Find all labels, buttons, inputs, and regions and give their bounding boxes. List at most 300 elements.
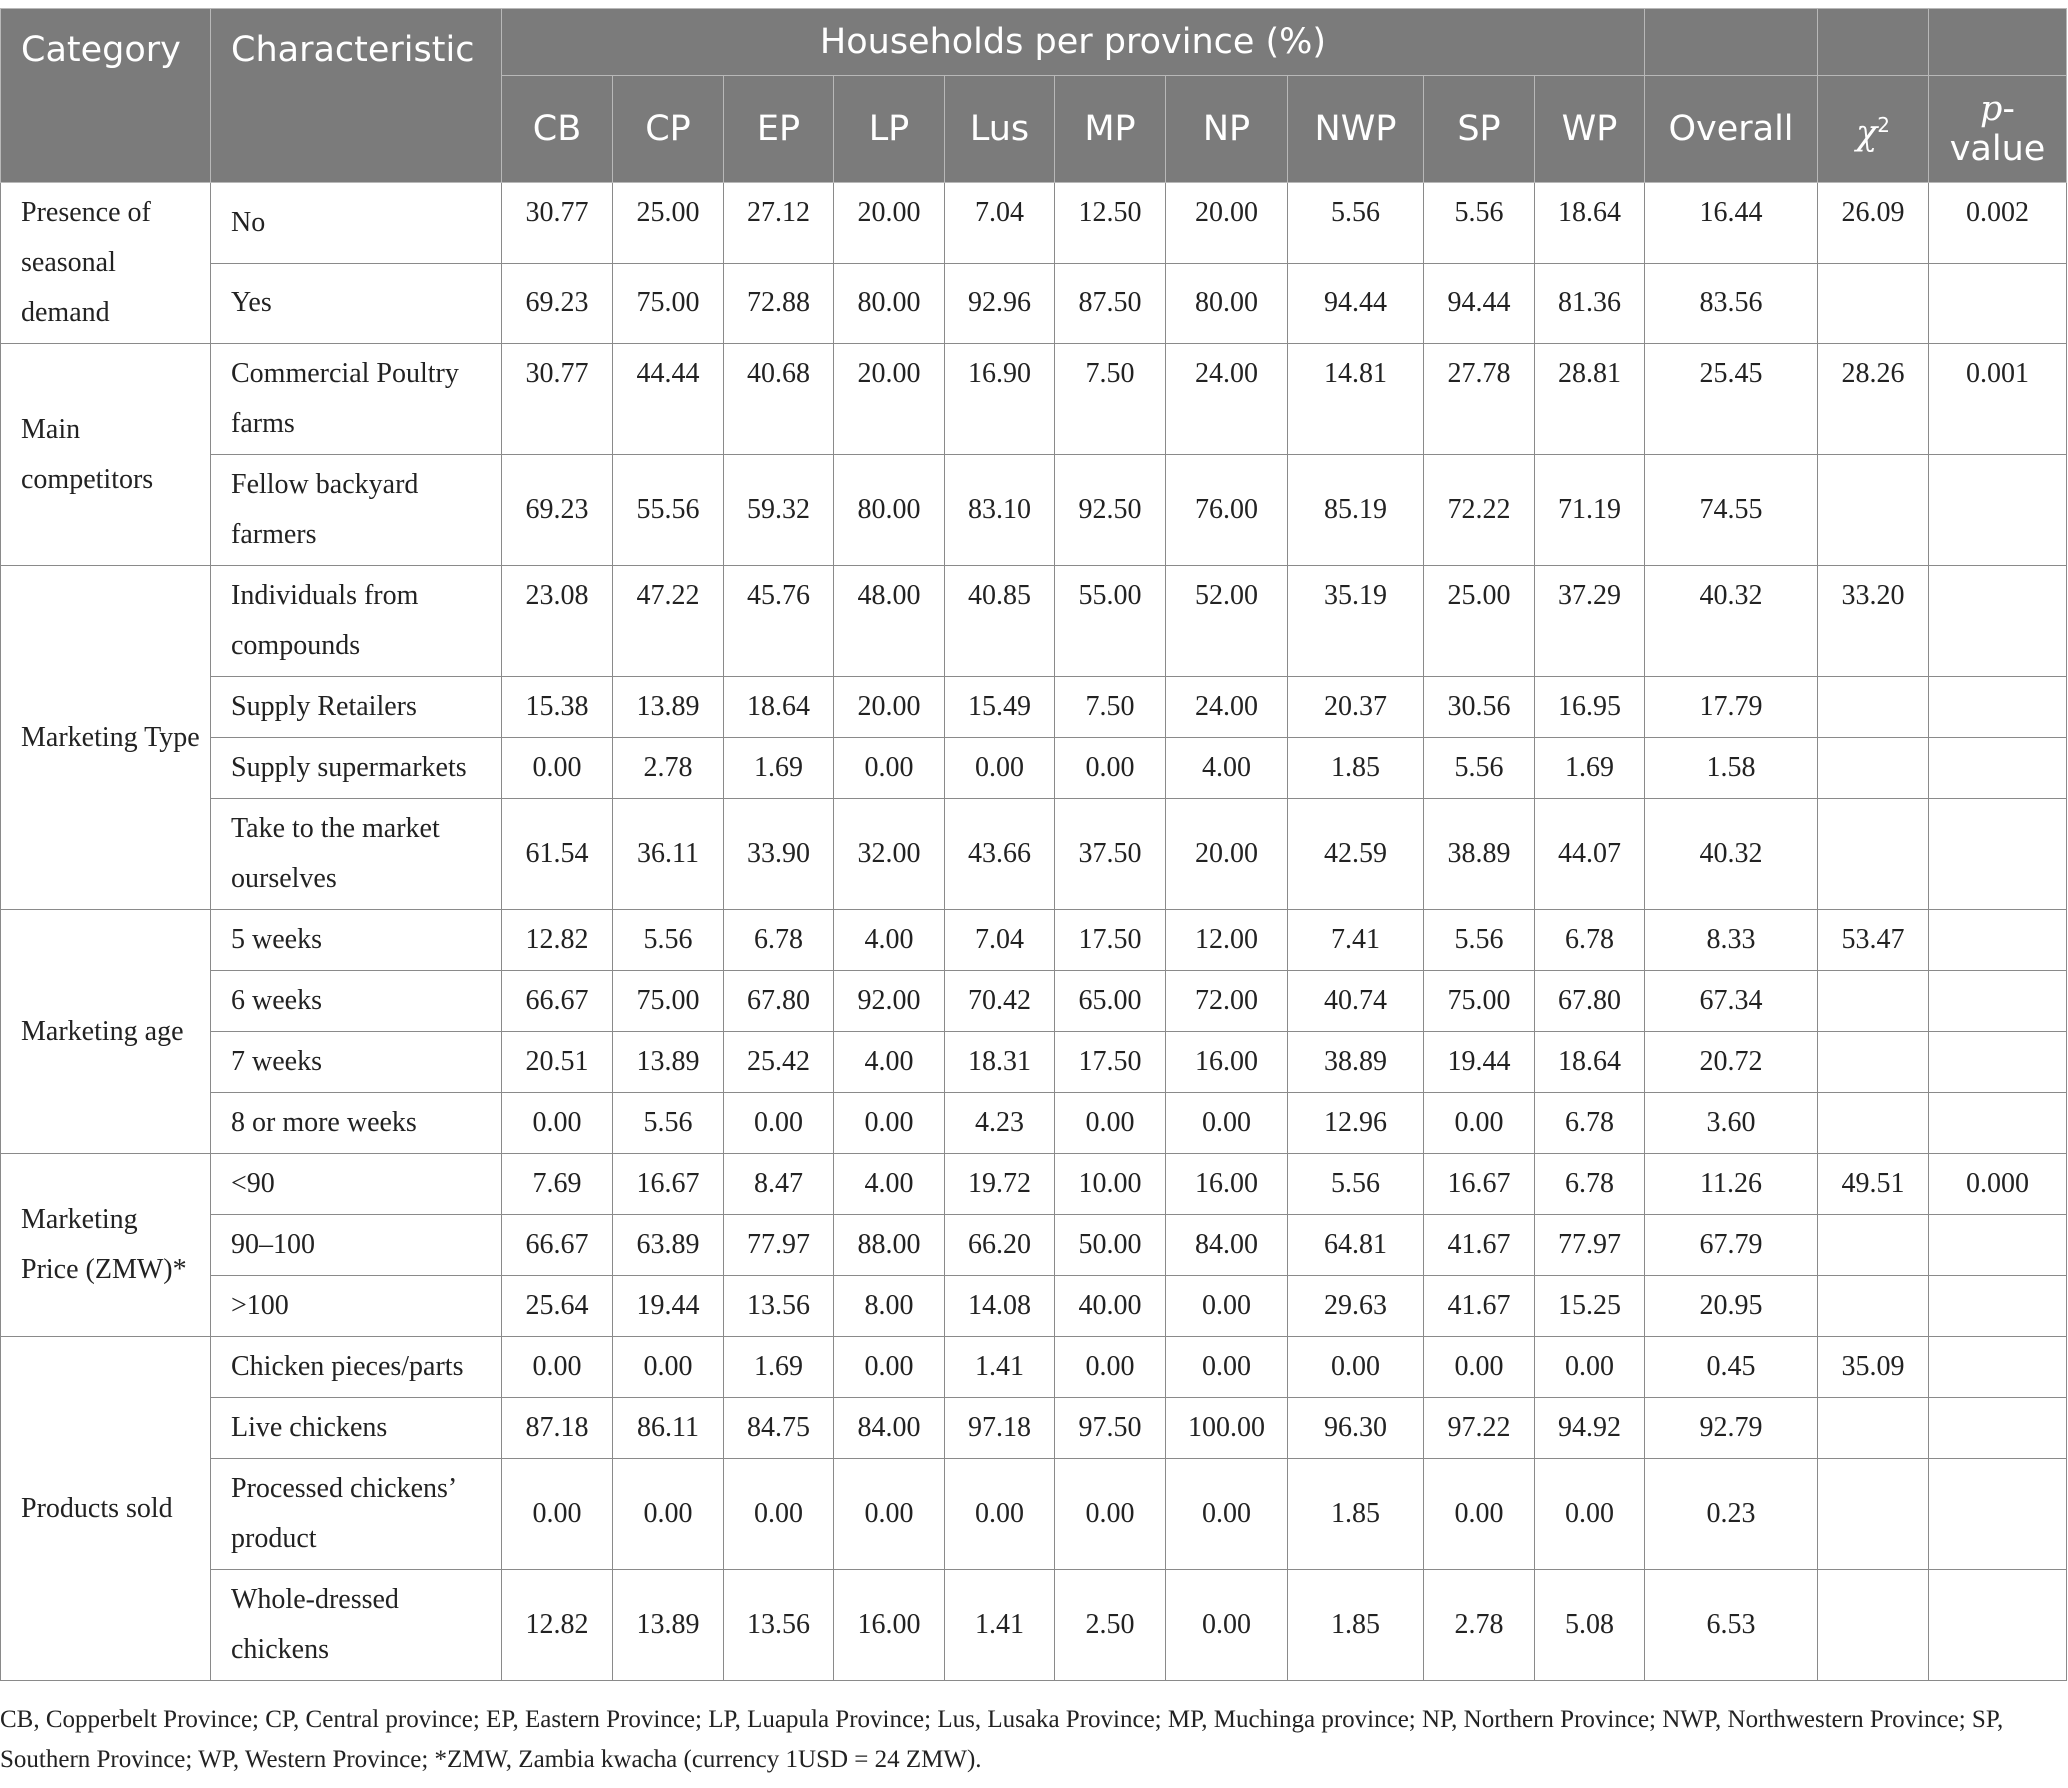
value-cell: 8.47 (724, 1154, 834, 1215)
value-cell: 12.82 (502, 1570, 613, 1681)
empty-cell (1929, 1276, 2067, 1337)
pvalue-rest: -value (1949, 89, 2046, 169)
value-cell: 77.97 (1535, 1215, 1645, 1276)
characteristic-cell: Processed chickens’ product (211, 1459, 502, 1570)
value-cell: 15.49 (945, 677, 1055, 738)
chi2-cell: 26.09 (1818, 183, 1929, 264)
value-cell: 86.11 (613, 1398, 724, 1459)
value-cell: 11.26 (1645, 1154, 1818, 1215)
value-cell: 84.00 (834, 1398, 945, 1459)
empty-cell (1818, 1032, 1929, 1093)
value-cell: 10.00 (1055, 1154, 1166, 1215)
value-cell: 20.00 (1166, 183, 1288, 264)
value-cell: 16.90 (945, 344, 1055, 455)
value-cell: 32.00 (834, 799, 945, 910)
column-header: Lus (945, 76, 1055, 183)
category-cell: Marketing Price (ZMW)* (1, 1154, 211, 1337)
empty-cell (1929, 971, 2067, 1032)
value-cell: 7.50 (1055, 677, 1166, 738)
value-cell: 88.00 (834, 1215, 945, 1276)
value-cell: 67.79 (1645, 1215, 1818, 1276)
empty-cell (1818, 455, 1929, 566)
value-cell: 44.07 (1535, 799, 1645, 910)
value-cell: 30.56 (1424, 677, 1535, 738)
data-table (0, 8, 2067, 1681)
value-cell: 8.00 (834, 1276, 945, 1337)
value-cell: 16.67 (1424, 1154, 1535, 1215)
value-cell: 94.92 (1535, 1398, 1645, 1459)
value-cell: 37.50 (1055, 799, 1166, 910)
value-cell: 55.56 (613, 455, 724, 566)
value-cell: 13.56 (724, 1570, 834, 1681)
value-cell: 97.18 (945, 1398, 1055, 1459)
value-cell: 17.50 (1055, 1032, 1166, 1093)
value-cell: 13.56 (724, 1276, 834, 1337)
value-cell: 0.00 (502, 738, 613, 799)
characteristic-cell: Live chickens (211, 1398, 502, 1459)
table-row (1, 1570, 2067, 1681)
value-cell: 1.85 (1288, 1459, 1424, 1570)
value-cell: 15.38 (502, 677, 613, 738)
value-cell: 14.08 (945, 1276, 1055, 1337)
value-cell: 83.10 (945, 455, 1055, 566)
table-row (1, 971, 2067, 1032)
pvalue-cell: 0.000 (1929, 1154, 2067, 1215)
value-cell: 97.22 (1424, 1398, 1535, 1459)
value-cell: 72.00 (1166, 971, 1288, 1032)
pvalue-cell (1929, 910, 2067, 971)
characteristic-cell: Commercial Poultry farms (211, 344, 502, 455)
empty-cell (1929, 455, 2067, 566)
value-cell: 0.00 (1055, 1093, 1166, 1154)
value-cell: 19.44 (1424, 1032, 1535, 1093)
value-cell: 28.81 (1535, 344, 1645, 455)
value-cell: 40.32 (1645, 566, 1818, 677)
value-cell: 80.00 (834, 455, 945, 566)
value-cell: 72.88 (724, 263, 834, 344)
table-row (1, 566, 2067, 677)
value-cell: 0.00 (1424, 1337, 1535, 1398)
value-cell: 30.77 (502, 183, 613, 264)
characteristic-cell: No (211, 183, 502, 264)
value-cell: 67.80 (724, 971, 834, 1032)
value-cell: 80.00 (1166, 263, 1288, 344)
value-cell: 20.00 (834, 677, 945, 738)
value-cell: 1.41 (945, 1570, 1055, 1681)
value-cell: 5.56 (1424, 910, 1535, 971)
value-cell: 75.00 (613, 263, 724, 344)
value-cell: 63.89 (613, 1215, 724, 1276)
value-cell: 0.00 (945, 738, 1055, 799)
value-cell: 40.74 (1288, 971, 1424, 1032)
value-cell: 6.78 (1535, 1154, 1645, 1215)
category-cell: Presence of seasonal demand (1, 183, 211, 344)
value-cell: 0.00 (502, 1093, 613, 1154)
value-cell: 4.00 (834, 1032, 945, 1093)
value-cell: 84.75 (724, 1398, 834, 1459)
value-cell: 69.23 (502, 263, 613, 344)
characteristic-cell: Fellow backyard farmers (211, 455, 502, 566)
value-cell: 97.50 (1055, 1398, 1166, 1459)
value-cell: 100.00 (1166, 1398, 1288, 1459)
characteristic-cell: >100 (211, 1276, 502, 1337)
value-cell: 0.45 (1645, 1337, 1818, 1398)
characteristic-cell: 8 or more weeks (211, 1093, 502, 1154)
table-row (1, 1032, 2067, 1093)
value-cell: 25.42 (724, 1032, 834, 1093)
value-cell: 1.69 (1535, 738, 1645, 799)
value-cell: 1.69 (724, 1337, 834, 1398)
empty-cell (1929, 1215, 2067, 1276)
value-cell: 66.67 (502, 971, 613, 1032)
value-cell: 5.56 (1288, 183, 1424, 264)
value-cell: 76.00 (1166, 455, 1288, 566)
value-cell: 29.63 (1288, 1276, 1424, 1337)
value-cell: 52.00 (1166, 566, 1288, 677)
chi2-cell: 53.47 (1818, 910, 1929, 971)
value-cell: 84.00 (1166, 1215, 1288, 1276)
value-cell: 64.81 (1288, 1215, 1424, 1276)
pvalue-cell (1929, 1337, 2067, 1398)
value-cell: 2.78 (613, 738, 724, 799)
value-cell: 0.00 (1424, 1459, 1535, 1570)
characteristic-cell: 7 weeks (211, 1032, 502, 1093)
header-row-1 (1, 9, 2067, 76)
value-cell: 72.22 (1424, 455, 1535, 566)
value-cell: 0.00 (1424, 1093, 1535, 1154)
value-cell: 92.79 (1645, 1398, 1818, 1459)
value-cell: 40.32 (1645, 799, 1818, 910)
chi2-cell: 49.51 (1818, 1154, 1929, 1215)
chi-symbol: χ (1856, 113, 1878, 154)
characteristic-cell: Supply supermarkets (211, 738, 502, 799)
value-cell: 25.00 (1424, 566, 1535, 677)
value-cell: 36.11 (613, 799, 724, 910)
value-cell: 7.04 (945, 183, 1055, 264)
table-row (1, 677, 2067, 738)
value-cell: 13.89 (613, 1570, 724, 1681)
value-cell: 1.58 (1645, 738, 1818, 799)
table-row (1, 183, 2067, 264)
value-cell: 6.78 (1535, 1093, 1645, 1154)
value-cell: 77.97 (724, 1215, 834, 1276)
chi2-cell: 35.09 (1818, 1337, 1929, 1398)
category-cell: Products sold (1, 1337, 211, 1681)
value-cell: 7.50 (1055, 344, 1166, 455)
characteristic-cell: Yes (211, 263, 502, 344)
value-cell: 13.89 (613, 1032, 724, 1093)
value-cell: 5.56 (613, 910, 724, 971)
value-cell: 0.00 (613, 1459, 724, 1570)
value-cell: 18.64 (724, 677, 834, 738)
value-cell: 75.00 (613, 971, 724, 1032)
value-cell: 2.78 (1424, 1570, 1535, 1681)
value-cell: 66.20 (945, 1215, 1055, 1276)
table-row (1, 1398, 2067, 1459)
value-cell: 0.00 (1166, 1459, 1288, 1570)
header-category: Category (1, 9, 211, 183)
table-row (1, 455, 2067, 566)
value-cell: 0.00 (1166, 1093, 1288, 1154)
value-cell: 40.68 (724, 344, 834, 455)
value-cell: 0.00 (1535, 1337, 1645, 1398)
value-cell: 43.66 (945, 799, 1055, 910)
empty-cell (1818, 1570, 1929, 1681)
value-cell: 0.00 (834, 1459, 945, 1570)
value-cell: 67.80 (1535, 971, 1645, 1032)
value-cell: 16.95 (1535, 677, 1645, 738)
value-cell: 0.00 (502, 1337, 613, 1398)
value-cell: 55.00 (1055, 566, 1166, 677)
footnote: CB, Copperbelt Province; CP, Central province; EP, Eastern Province; LP, Luapula Province; Lus, Lusaka Province; MP, Muchinga province; NP, Northern Province; NWP, Northwestern Province; SP, Southern Province; WP, Western Province; *ZMW, Zambia kwacha (currency 1USD = 24 ZMW). (0, 1706, 2004, 1773)
value-cell: 41.67 (1424, 1215, 1535, 1276)
empty-cell (1929, 1093, 2067, 1154)
column-header: WP (1535, 76, 1645, 183)
value-cell: 15.25 (1535, 1276, 1645, 1337)
value-cell: 92.50 (1055, 455, 1166, 566)
value-cell: 80.00 (834, 263, 945, 344)
value-cell: 38.89 (1288, 1032, 1424, 1093)
column-header: CP (613, 76, 724, 183)
table-row (1, 799, 2067, 910)
value-cell: 87.50 (1055, 263, 1166, 344)
characteristic-cell: Supply Retailers (211, 677, 502, 738)
value-cell: 41.67 (1424, 1276, 1535, 1337)
category-cell: Main competitors (1, 344, 211, 566)
value-cell: 4.00 (834, 1154, 945, 1215)
column-header: NP (1166, 76, 1288, 183)
value-cell: 61.54 (502, 799, 613, 910)
value-cell: 8.33 (1645, 910, 1818, 971)
value-cell: 0.00 (502, 1459, 613, 1570)
table-row (1, 1276, 2067, 1337)
header-blank (1818, 9, 1929, 76)
empty-cell (1818, 799, 1929, 910)
characteristic-cell: Individuals from compounds (211, 566, 502, 677)
table-row (1, 910, 2067, 971)
value-cell: 5.56 (1288, 1154, 1424, 1215)
value-cell: 25.64 (502, 1276, 613, 1337)
empty-cell (1818, 971, 1929, 1032)
value-cell: 0.00 (1535, 1459, 1645, 1570)
value-cell: 20.00 (834, 344, 945, 455)
value-cell: 17.50 (1055, 910, 1166, 971)
value-cell: 30.77 (502, 344, 613, 455)
value-cell: 0.00 (1166, 1570, 1288, 1681)
column-header: MP (1055, 76, 1166, 183)
value-cell: 27.78 (1424, 344, 1535, 455)
value-cell: 83.56 (1645, 263, 1818, 344)
value-cell: 0.00 (945, 1459, 1055, 1570)
value-cell: 45.76 (724, 566, 834, 677)
value-cell: 27.12 (724, 183, 834, 264)
value-cell: 20.51 (502, 1032, 613, 1093)
characteristic-cell: 6 weeks (211, 971, 502, 1032)
empty-cell (1818, 1398, 1929, 1459)
column-header: NWP (1288, 76, 1424, 183)
value-cell: 59.32 (724, 455, 834, 566)
value-cell: 74.55 (1645, 455, 1818, 566)
table-row (1, 344, 2067, 455)
column-header: CB (502, 76, 613, 183)
value-cell: 25.45 (1645, 344, 1818, 455)
characteristic-cell: Chicken pieces/parts (211, 1337, 502, 1398)
table-row (1, 1459, 2067, 1570)
value-cell: 1.69 (724, 738, 834, 799)
value-cell: 23.08 (502, 566, 613, 677)
value-cell: 35.19 (1288, 566, 1424, 677)
value-cell: 85.19 (1288, 455, 1424, 566)
characteristic-cell: 90–100 (211, 1215, 502, 1276)
pvalue-cell: 0.002 (1929, 183, 2067, 264)
value-cell: 5.56 (1424, 738, 1535, 799)
header-blank (1645, 9, 1818, 76)
value-cell: 0.00 (724, 1459, 834, 1570)
value-cell: 48.00 (834, 566, 945, 677)
value-cell: 0.00 (834, 738, 945, 799)
value-cell: 5.08 (1535, 1570, 1645, 1681)
chi2-cell: 28.26 (1818, 344, 1929, 455)
value-cell: 18.31 (945, 1032, 1055, 1093)
value-cell: 16.44 (1645, 183, 1818, 264)
characteristic-cell: <90 (211, 1154, 502, 1215)
value-cell: 38.89 (1424, 799, 1535, 910)
value-cell: 13.89 (613, 677, 724, 738)
value-cell: 16.00 (834, 1570, 945, 1681)
value-cell: 5.56 (1424, 183, 1535, 264)
value-cell: 19.44 (613, 1276, 724, 1337)
value-cell: 12.00 (1166, 910, 1288, 971)
value-cell: 33.90 (724, 799, 834, 910)
empty-cell (1818, 263, 1929, 344)
value-cell: 0.00 (613, 1337, 724, 1398)
value-cell: 0.00 (834, 1093, 945, 1154)
value-cell: 75.00 (1424, 971, 1535, 1032)
value-cell: 94.44 (1424, 263, 1535, 344)
value-cell: 20.95 (1645, 1276, 1818, 1337)
value-cell: 47.22 (613, 566, 724, 677)
header-characteristic: Characteristic (211, 9, 502, 183)
value-cell: 71.19 (1535, 455, 1645, 566)
table-row (1, 1337, 2067, 1398)
table-row (1, 1215, 2067, 1276)
empty-cell (1929, 738, 2067, 799)
value-cell: 2.50 (1055, 1570, 1166, 1681)
characteristic-cell: Take to the market ourselves (211, 799, 502, 910)
value-cell: 20.37 (1288, 677, 1424, 738)
value-cell: 7.69 (502, 1154, 613, 1215)
value-cell: 96.30 (1288, 1398, 1424, 1459)
value-cell: 20.72 (1645, 1032, 1818, 1093)
value-cell: 0.00 (1288, 1337, 1424, 1398)
value-cell: 50.00 (1055, 1215, 1166, 1276)
header-group-label: Households per province (%) (502, 9, 1645, 76)
empty-cell (1818, 677, 1929, 738)
table-row (1, 738, 2067, 799)
table-header (1, 9, 2067, 183)
value-cell: 12.96 (1288, 1093, 1424, 1154)
empty-cell (1929, 1032, 2067, 1093)
category-cell: Marketing Type (1, 566, 211, 910)
value-cell: 24.00 (1166, 344, 1288, 455)
pvalue-cell: 0.001 (1929, 344, 2067, 455)
pvalue-cell (1929, 566, 2067, 677)
empty-cell (1818, 738, 1929, 799)
value-cell: 87.18 (502, 1398, 613, 1459)
value-cell: 18.64 (1535, 1032, 1645, 1093)
table-body (1, 183, 2067, 1681)
empty-cell (1929, 1459, 2067, 1570)
value-cell: 7.41 (1288, 910, 1424, 971)
value-cell: 14.81 (1288, 344, 1424, 455)
value-cell: 0.00 (1166, 1276, 1288, 1337)
value-cell: 6.78 (724, 910, 834, 971)
empty-cell (1929, 799, 2067, 910)
table-row (1, 1154, 2067, 1215)
characteristic-cell: Whole-dressed chickens (211, 1570, 502, 1681)
value-cell: 18.64 (1535, 183, 1645, 264)
value-cell: 6.78 (1535, 910, 1645, 971)
column-header-chi2 (1818, 76, 1929, 183)
value-cell: 94.44 (1288, 263, 1424, 344)
value-cell: 12.50 (1055, 183, 1166, 264)
value-cell: 17.79 (1645, 677, 1818, 738)
chi-superscript: 2 (1877, 112, 1890, 137)
value-cell: 20.00 (834, 183, 945, 264)
column-header: LP (834, 76, 945, 183)
value-cell: 37.29 (1535, 566, 1645, 677)
value-cell: 12.82 (502, 910, 613, 971)
value-cell: 16.00 (1166, 1032, 1288, 1093)
value-cell: 1.85 (1288, 738, 1424, 799)
empty-cell (1818, 1276, 1929, 1337)
empty-cell (1818, 1093, 1929, 1154)
pvalue-italic: p (1979, 89, 2003, 129)
header-blank (1929, 9, 2067, 76)
value-cell: 65.00 (1055, 971, 1166, 1032)
value-cell: 24.00 (1166, 677, 1288, 738)
empty-cell (1929, 1570, 2067, 1681)
value-cell: 0.00 (1055, 1459, 1166, 1570)
chi2-cell: 33.20 (1818, 566, 1929, 677)
value-cell: 0.00 (1055, 738, 1166, 799)
value-cell: 0.23 (1645, 1459, 1818, 1570)
value-cell: 4.00 (834, 910, 945, 971)
value-cell: 1.41 (945, 1337, 1055, 1398)
value-cell: 16.00 (1166, 1154, 1288, 1215)
value-cell: 20.00 (1166, 799, 1288, 910)
value-cell: 67.34 (1645, 971, 1818, 1032)
column-header: SP (1424, 76, 1535, 183)
value-cell: 7.04 (945, 910, 1055, 971)
empty-cell (1929, 263, 2067, 344)
value-cell: 25.00 (613, 183, 724, 264)
value-cell: 3.60 (1645, 1093, 1818, 1154)
column-header: Overall (1645, 76, 1818, 183)
empty-cell (1929, 677, 2067, 738)
table-row (1, 263, 2067, 344)
table-row (1, 1093, 2067, 1154)
value-cell: 4.00 (1166, 738, 1288, 799)
value-cell: 19.72 (945, 1154, 1055, 1215)
value-cell: 5.56 (613, 1093, 724, 1154)
value-cell: 81.36 (1535, 263, 1645, 344)
value-cell: 4.23 (945, 1093, 1055, 1154)
value-cell: 69.23 (502, 455, 613, 566)
value-cell: 0.00 (724, 1093, 834, 1154)
empty-cell (1818, 1215, 1929, 1276)
value-cell: 0.00 (1166, 1337, 1288, 1398)
